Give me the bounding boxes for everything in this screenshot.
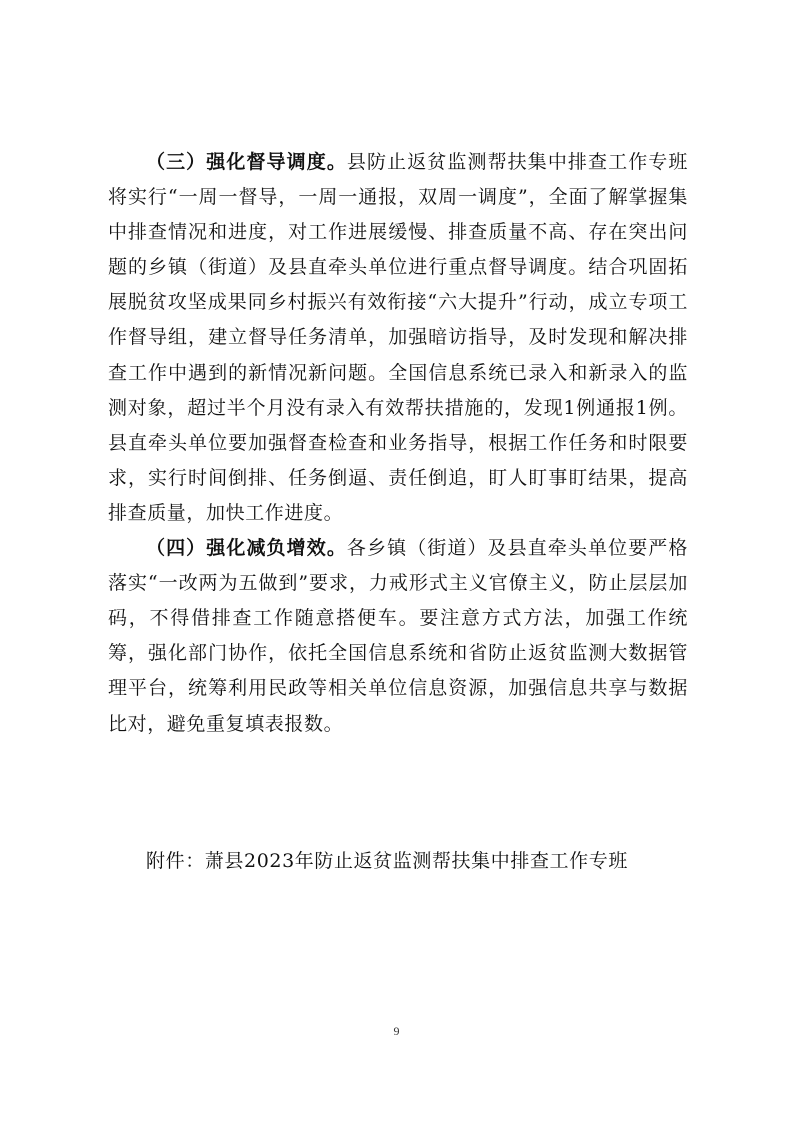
paragraph-strengthen-supervision	[108, 145, 688, 531]
paragraph-heading: （三）强化督导调度。	[146, 151, 347, 173]
document-body	[108, 145, 688, 742]
page-number: 9	[393, 1024, 400, 1038]
paragraph-text: 县防止返贫监测帮扶集中排查工作专班将实行“一周一督导，一周一通报，双周一调度”，全面了解掌握集中排查情况和进度，对工作进展缓慢、排查质量不高、存在突出问题的乡镇（街道）及县直牵头单位进行重点督导调度。结合巩固拓展脱贫攻坚成果同乡村振兴有效衔接“六大提升”行动，成立专项工作督导组，建立督导任务清单，加强暗访指导，及时发现和解决排查工作中遇到的新情况新问题。全国信息系统已录入和新录入的监测对象，超过半个月没有录入有效帮扶措施的，发现1例通报1例。县直牵头单位要加强督查检查和业务指导，根据工作任务和时限要求，实行时间倒排、任务倒逼、责任倒追，盯人盯事盯结果，提高排查质量，加快工作进度。	[108, 151, 688, 524]
paragraph-text: 各乡镇（街道）及县直牵头单位要严格落实“一改两为五做到”要求，力戒形式主义官僚主义，防止层层加码，不得借排查工作随意搭便车。要注意方式方法，加强工作统筹，强化部门协作，依托全国信息系统和省防止返贫监测大数据管理平台，统筹利用民政等相关单位信息资源，加强信息共享与数据比对，避免重复填表报数。	[108, 537, 688, 735]
attachment-line: 附件：萧县2023年防止返贫监测帮扶集中排查工作专班	[146, 850, 628, 872]
paragraph-reduce-burden	[108, 531, 688, 742]
paragraph-heading: （四）强化减负增效。	[146, 537, 347, 560]
